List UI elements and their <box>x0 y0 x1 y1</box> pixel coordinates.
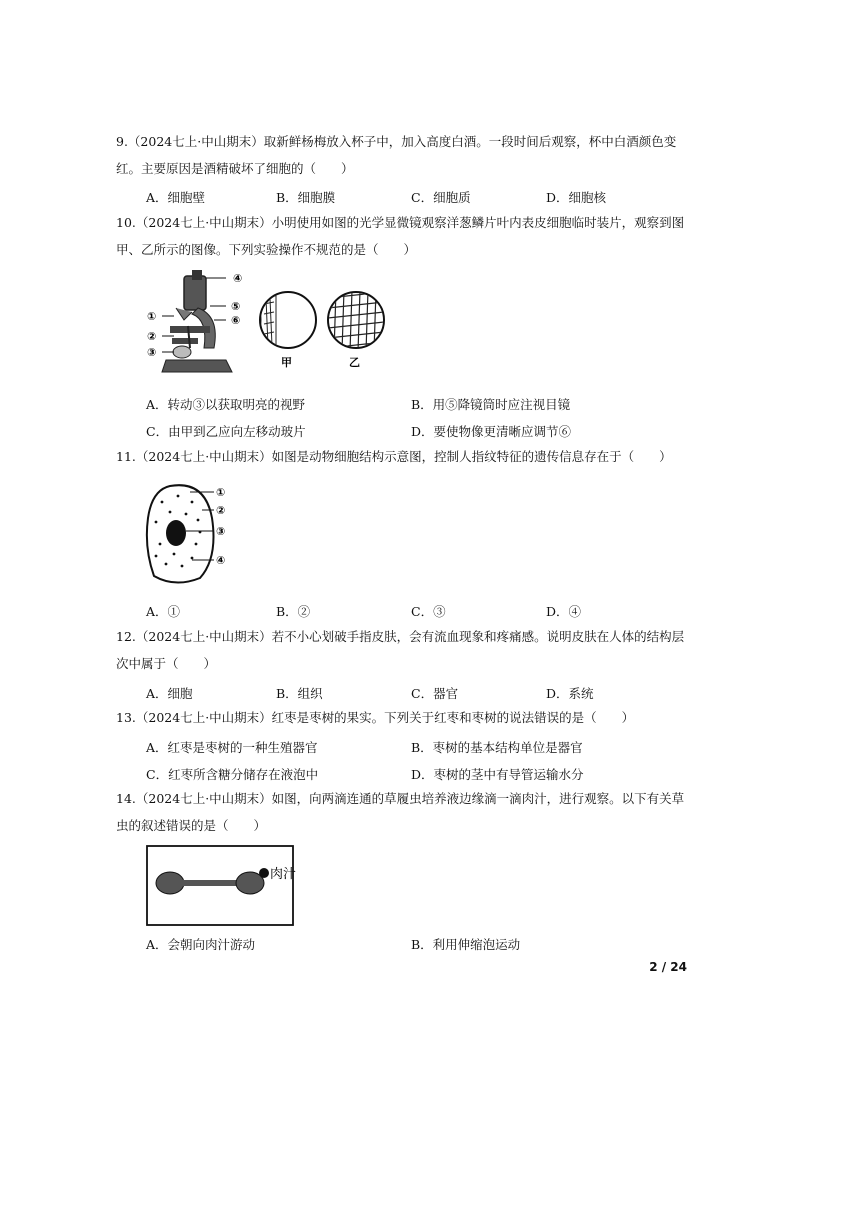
microscope-label-4: ④ <box>233 272 243 285</box>
microscope-label-6: ⑥ <box>231 314 241 327</box>
microscope-drawing <box>162 270 232 372</box>
cell-label-3: ③ <box>216 525 226 538</box>
q9-option-c: C．细胞质 <box>411 190 471 205</box>
q9-option-a: A．细胞壁 <box>146 190 206 205</box>
question-13-text: 13.（2024七上·中山期末）红枣是枣树的果实。下列关于红枣和枣树的说法错误的是（ ） <box>116 710 635 725</box>
question-9-text: 9.（2024七上·中山期末）取新鲜杨梅放入杯子中，加入高度白酒。一段时间后观察，杯中白酒颜色变红。主要原因是酒精破坏了细胞的（ ） <box>116 134 677 176</box>
animal-cell-drawing <box>147 485 214 582</box>
microscope-label-1: ① <box>147 310 157 323</box>
q14-option-a: A．会朝向肉汁游动 <box>146 937 256 952</box>
question-11-text: 11.（2024七上·中山期末）如图是动物细胞结构示意图，控制人指纹特征的遗传信息存在于（ ） <box>116 449 672 464</box>
microscope-label-5: ⑤ <box>231 300 241 313</box>
q14-option-b: B．利用伸缩泡运动 <box>411 937 521 952</box>
cell-label-2: ② <box>216 504 226 517</box>
page-number: 2 / 24 <box>649 960 687 974</box>
meat-juice-label: 肉汁 <box>270 867 296 882</box>
q12-option-d: D．系统 <box>546 686 594 701</box>
cell-label-1: ① <box>216 486 226 499</box>
q12-option-c: C．器官 <box>411 686 459 701</box>
microscope-figure <box>140 268 390 383</box>
q10-option-b: B．用⑤降镜筒时应注视目镜 <box>411 397 571 412</box>
q11-option-a: A．① <box>146 604 181 619</box>
q13-option-c: C．红枣所含糖分储存在液泡中 <box>146 767 319 782</box>
q9-option-b: B．细胞膜 <box>276 190 336 205</box>
field-of-view-yi <box>328 290 384 352</box>
q11-option-d: D．④ <box>546 604 582 619</box>
microscope-label-3: ③ <box>147 346 157 359</box>
q9-option-d: D．细胞核 <box>546 190 607 205</box>
microscope-label-2: ② <box>147 330 157 343</box>
question-14-text: 14.（2024七上·中山期末）如图，向两滴连通的草履虫培养液边缘滴一滴肉汁，进行观察。以下有关草虫的叙述错误的是（ ） <box>116 791 685 833</box>
view-label-yi: 乙 <box>349 356 360 369</box>
animal-cell-figure <box>140 478 240 588</box>
cell-label-4: ④ <box>216 554 226 567</box>
q12-option-b: B．组织 <box>276 686 323 701</box>
q13-option-b: B．枣树的基本结构单位是器官 <box>411 740 583 755</box>
view-label-jia: 甲 <box>281 356 292 369</box>
q12-option-a: A．细胞 <box>146 686 193 701</box>
question-10-text: 10.（2024七上·中山期末）小明使用如图的光学显微镜观察洋葱鳞片叶内表皮细胞临时装片，观察到图甲、乙所示的图像。下列实验操作不规范的是（ ） <box>116 215 685 257</box>
paramecium-slide-figure <box>146 845 296 927</box>
question-12-text: 12.（2024七上·中山期末）若不小心划破手指皮肤，会有流血现象和疼痛感。说明皮肤在人体的结构层次中属于（ ） <box>116 629 685 671</box>
q11-option-b: B．② <box>276 604 311 619</box>
q10-option-c: C．由甲到乙应向左移动玻片 <box>146 424 306 439</box>
q13-option-a: A．红枣是枣树的一种生殖器官 <box>146 740 318 755</box>
q10-option-d: D．要使物像更清晰应调节⑥ <box>411 424 572 439</box>
field-of-view-jia <box>260 292 316 348</box>
q11-option-c: C．③ <box>411 604 446 619</box>
q10-option-a: A．转动③以获取明亮的视野 <box>146 397 306 412</box>
q13-option-d: D．枣树的茎中有导管运输水分 <box>411 767 584 782</box>
